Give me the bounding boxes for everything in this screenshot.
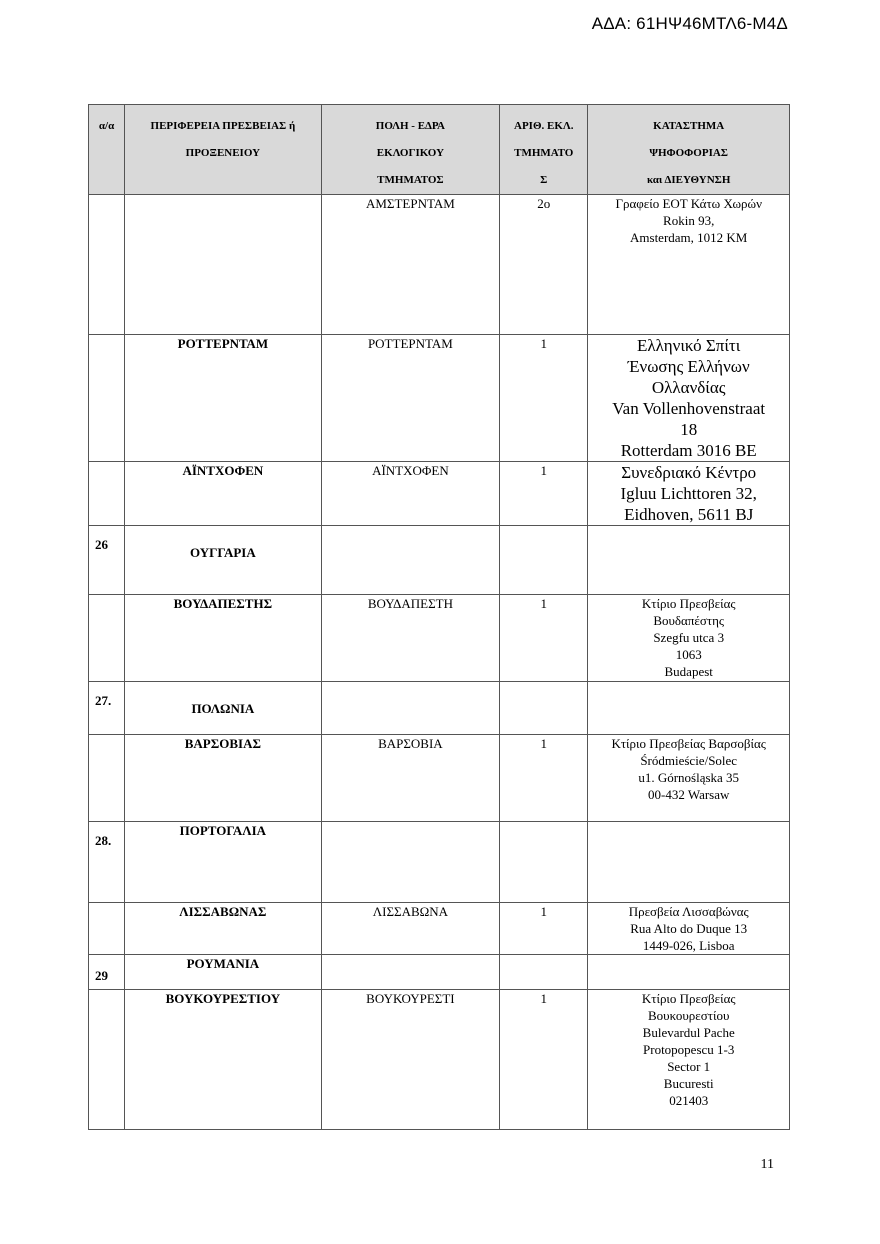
row-region: ΟΥΓΓΑΡΙΑ: [125, 526, 322, 595]
row-address: [588, 822, 790, 903]
row-aa: [89, 462, 125, 526]
page-number: 11: [760, 1157, 774, 1172]
table-row: [89, 990, 790, 1130]
row-aa: [89, 195, 125, 335]
row-section-number: [500, 526, 588, 595]
row-region: ΛΙΣΣΑΒΩΝΑΣ: [125, 903, 322, 955]
row-section-number: 1: [500, 735, 588, 822]
header-region: ΠΕΡΙΦΕΡΕΙΑ ΠΡΕΣΒΕΙΑΣ ή ΠΡΟΞΕΝΕΙΟΥ: [125, 105, 322, 195]
table-row-country: [89, 682, 790, 735]
row-section-number: [500, 682, 588, 735]
table-row: [89, 335, 790, 462]
polling-stations-table: [88, 104, 790, 1130]
row-city: ΡΟΤΤΕΡΝΤΑΜ: [321, 335, 500, 462]
row-address: Ελληνικό Σπίτι Ένωσης Ελλήνων Ολλανδίας Van Vollenhovenstraat 18 Rotterdam 3016 BE: [588, 335, 790, 462]
row-city: [321, 682, 500, 735]
row-section-number: 1: [500, 990, 588, 1130]
row-aa: [89, 903, 125, 955]
row-aa: 29: [89, 955, 125, 990]
row-aa: [89, 595, 125, 682]
row-region: ΠΟΛΩΝΙΑ: [125, 682, 322, 735]
row-aa: [89, 735, 125, 822]
row-section-number: [500, 822, 588, 903]
table-row-country: [89, 822, 790, 903]
row-city: ΒΑΡΣΟΒΙΑ: [321, 735, 500, 822]
table-header-row: [89, 105, 790, 195]
row-section-number: 1: [500, 903, 588, 955]
row-aa: 27.: [89, 682, 125, 735]
row-address: Κτίριο Πρεσβείας Βουκουρεστίου Bulevardul Pache Protopopescu 1-3 Sector 1 Bucuresti 021403: [588, 990, 790, 1130]
header-city: ΠΟΛΗ - ΕΔΡΑ ΕΚΛΟΓΙΚΟΥ ΤΜΗΜΑΤΟΣ: [321, 105, 500, 195]
row-address: Πρεσβεία Λισσαβώνας Rua Alto do Duque 13 1449-026, Lisboa: [588, 903, 790, 955]
row-region: ΒΟΥΚΟΥΡΕΣΤΙΟΥ: [125, 990, 322, 1130]
row-section-number: 1: [500, 595, 588, 682]
row-section-number: 2ο: [500, 195, 588, 335]
table-row-country: [89, 955, 790, 990]
row-address: [588, 526, 790, 595]
row-address: Κτίριο Πρεσβείας Βαρσοβίας Śródmieście/Solec u1. Górnośląska 35 00-432 Warsaw: [588, 735, 790, 822]
header-section-number: ΑΡΙΘ. ΕΚΛ. ΤΜΗΜΑΤΟ Σ: [500, 105, 588, 195]
table-row: [89, 735, 790, 822]
row-city: [321, 955, 500, 990]
table-row: [89, 195, 790, 335]
row-aa: [89, 335, 125, 462]
row-address: Γραφείο ΕΟΤ Κάτω Χωρών Rokin 93, Amsterdam, 1012 KM: [588, 195, 790, 335]
row-address: Κτίριο Πρεσβείας Βουδαπέστης Szegfu utca 3 1063 Budapest: [588, 595, 790, 682]
row-address: [588, 682, 790, 735]
row-region: ΠΟΡΤΟΓΑΛΙΑ: [125, 822, 322, 903]
row-aa: 26: [89, 526, 125, 595]
row-region: ΡΟΥΜΑΝΙΑ: [125, 955, 322, 990]
header-aa: α/α: [89, 105, 125, 195]
document-ada-code: ΑΔΑ: 61ΗΨ46ΜΤΛ6-Μ4Δ: [591, 14, 788, 33]
row-city: ΒΟΥΚΟΥΡΕΣΤΙ: [321, 990, 500, 1130]
table-row: [89, 462, 790, 526]
row-region: ΒΟΥΔΑΠΕΣΤΗΣ: [125, 595, 322, 682]
row-region: ΡΟΤΤΕΡΝΤΑΜ: [125, 335, 322, 462]
row-address: [588, 955, 790, 990]
row-region: ΒΑΡΣΟΒΙΑΣ: [125, 735, 322, 822]
table-row: [89, 595, 790, 682]
row-aa: 28.: [89, 822, 125, 903]
row-section-number: 1: [500, 335, 588, 462]
row-city: ΒΟΥΔΑΠΕΣΤΗ: [321, 595, 500, 682]
header-polling-station: ΚΑΤΑΣΤΗΜΑ ΨΗΦΟΦΟΡΙΑΣ και ΔΙΕΥΘΥΝΣΗ: [588, 105, 790, 195]
row-region: [125, 195, 322, 335]
row-section-number: [500, 955, 588, 990]
row-city: ΑΜΣΤΕΡΝΤΑΜ: [321, 195, 500, 335]
row-region: ΑΪΝΤΧΟΦΕΝ: [125, 462, 322, 526]
row-city: ΑΪΝΤΧΟΦΕΝ: [321, 462, 500, 526]
table-row: [89, 903, 790, 955]
row-city: ΛΙΣΣΑΒΩΝΑ: [321, 903, 500, 955]
row-address: Συνεδριακό Κέντρο Igluu Lichttoren 32, Eidhoven, 5611 BJ: [588, 462, 790, 526]
row-city: [321, 822, 500, 903]
row-city: [321, 526, 500, 595]
table-row-country: [89, 526, 790, 595]
row-aa: [89, 990, 125, 1130]
row-section-number: 1: [500, 462, 588, 526]
